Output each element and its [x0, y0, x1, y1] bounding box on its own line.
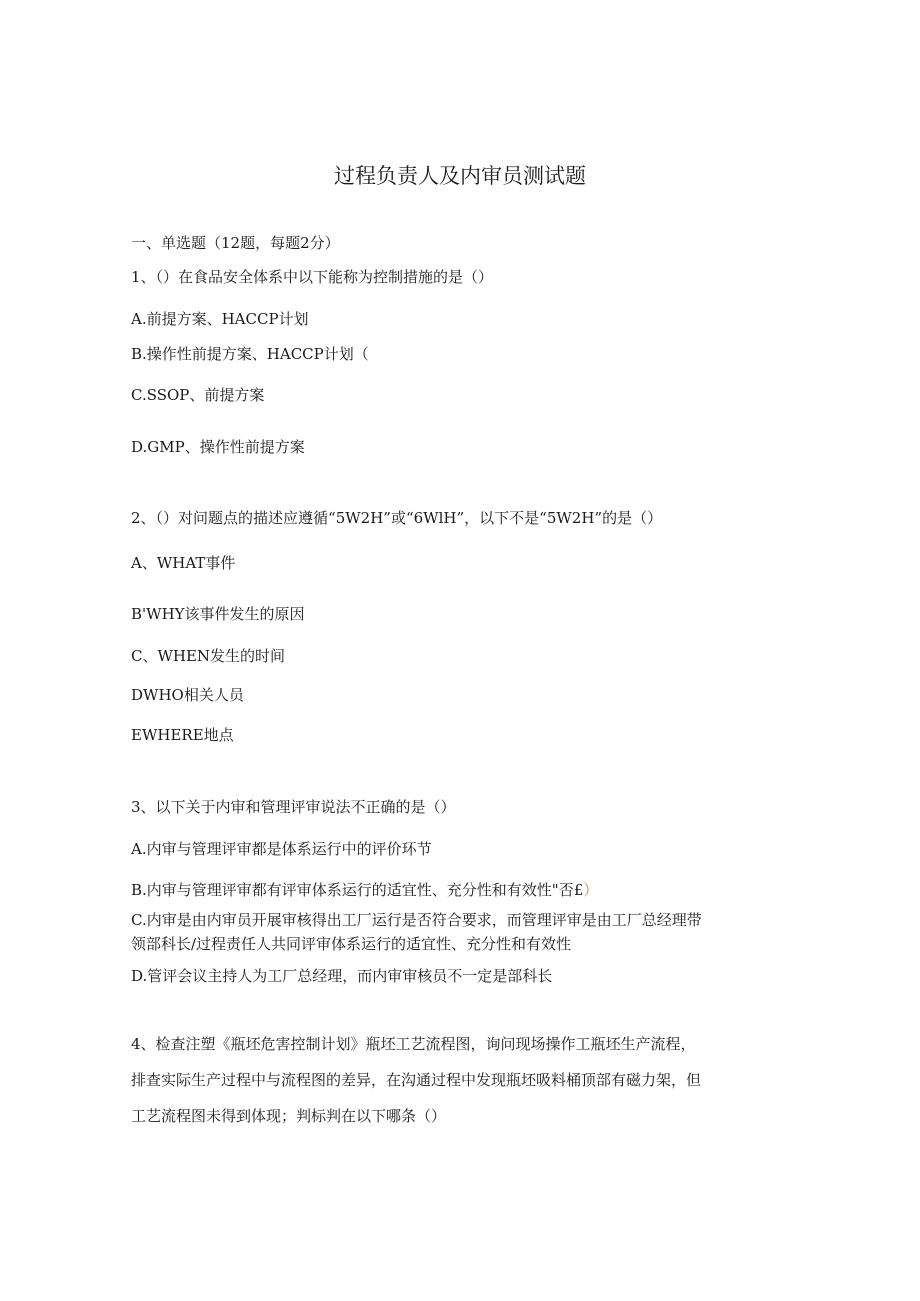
question-3-option-b — [131, 879, 598, 901]
question-4-stem-line-3: 工艺流程图未得到体现；判标判在以下哪条（） — [131, 1107, 447, 1125]
document-title: 过程负责人及内审员测试题 — [334, 164, 586, 188]
question-3-option-c: C.内审是由内审员开展审核得出工厂运行是否符合要求，而管理评审是由工厂总经理带 — [131, 911, 702, 929]
question-1-option-d: D.GMP、操作性前提方案 — [131, 438, 305, 456]
question-3-option-d: D.管评会议主持人为工厂总经理，而内审审核员不一定是部科长 — [131, 967, 553, 985]
question-3-option-c-cont: 领部科长/过程责任人共同评审体系运行的适宜性、充分性和有效性 — [131, 935, 572, 953]
question-2-option-a: A、WHAT事件 — [131, 554, 236, 572]
question-2-stem: 2、（）对问题点的描述应遵循“5W2H”或“6WlH”，以下不是“5W2H”的是（） — [131, 509, 663, 527]
question-2-option-d: DWHO相关人员 — [131, 686, 244, 704]
question-1-option-b: B.操作性前提方案、HACCP计划（ — [131, 345, 369, 363]
question-1-stem: 1、（）在食品安全体系中以下能称为控制措施的是（） — [131, 268, 494, 286]
orange-bracket-mark: ） — [583, 881, 599, 899]
question-3-option-b-text: B.内审与管理评审都有评审体系运行的适宜性、充分性和有效性"否£ — [131, 881, 584, 899]
question-4-stem-line-1: 4、检查注塑《瓶坯危害控制计划》瓶坯工艺流程图，询问现场操作工瓶坯生产流程， — [131, 1035, 696, 1053]
section-heading: 一、单选题（12题，每题2分） — [131, 234, 340, 252]
question-3-stem: 3、以下关于内审和管理评审说法不正确的是（） — [131, 798, 456, 816]
question-1-option-a: A.前提方案、HACCP计划 — [131, 310, 309, 328]
question-2-option-e: EWHERE地点 — [131, 726, 234, 744]
question-2-option-c: C、WHEN发生的时间 — [131, 647, 286, 665]
question-4-stem-line-2: 排查实际生产过程中与流程图的差异，在沟通过程中发现瓶坯吸料桶顶部有磁力架，但 — [131, 1071, 702, 1089]
question-2-option-b: B'WHY该事件发生的原因 — [131, 605, 305, 623]
question-3-option-a: A.内审与管理评审都是体系运行中的评价环节 — [131, 840, 432, 858]
question-1-option-c: C.SSOP、前提方案 — [131, 386, 265, 404]
